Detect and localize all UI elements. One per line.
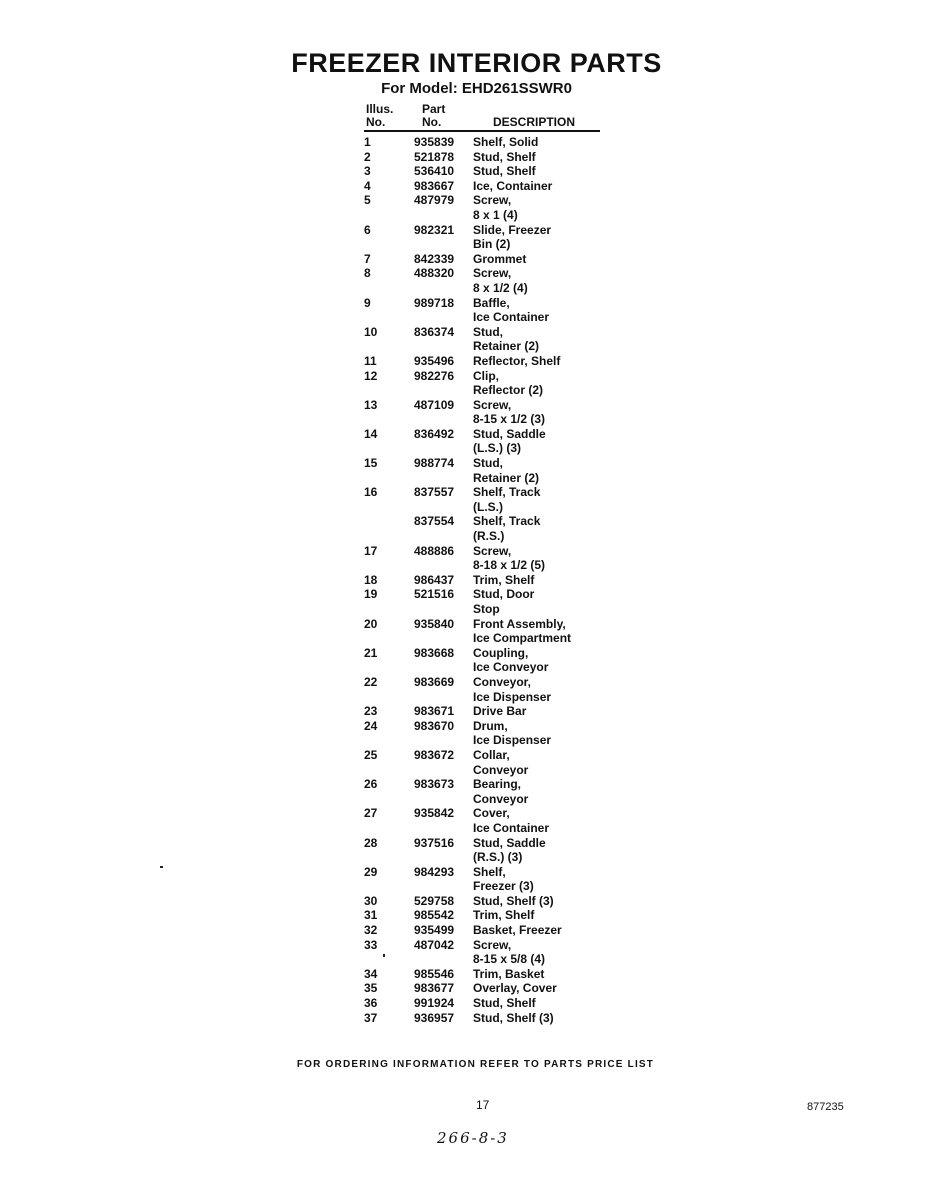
description-cell <box>473 296 613 325</box>
description-line: Baffle, <box>473 295 510 310</box>
description-cell <box>473 179 613 194</box>
description-cell <box>473 719 613 748</box>
description-line: Ice Conveyor <box>473 660 549 675</box>
model-line: For Model: EHD261SSWR0 <box>381 80 572 97</box>
description-cell <box>473 836 613 865</box>
part-no-cell: 937516 <box>414 835 455 850</box>
table-row <box>364 544 613 573</box>
description-line: Shelf, Track <box>473 514 541 529</box>
description-line: Trim, Shelf <box>473 908 535 923</box>
part-no-cell: 521878 <box>414 149 455 164</box>
description-cell <box>473 1011 613 1026</box>
part-no-cell: 935839 <box>414 135 455 149</box>
part-no-cell: 988774 <box>414 456 455 471</box>
part-no-cell: 837557 <box>414 485 455 500</box>
illus-no-cell: 18 <box>364 572 378 587</box>
description-cell <box>473 996 613 1011</box>
description-line: Stop <box>473 602 500 616</box>
illus-no-cell: 23 <box>364 704 378 719</box>
illus-no-cell: 32 <box>364 923 378 938</box>
part-no-cell: 837554 <box>414 514 455 529</box>
description-line: Cover, <box>473 806 510 821</box>
part-no-cell: 983671 <box>414 704 455 719</box>
description-cell <box>473 748 613 777</box>
header-illus-line2: No. <box>366 115 386 129</box>
description-line: Stud, Shelf <box>473 996 536 1011</box>
illus-no-cell: 15 <box>364 456 378 471</box>
illus-no-cell: 16 <box>364 485 378 500</box>
description-line: Bearing, <box>473 777 522 792</box>
table-row <box>364 252 613 267</box>
table-row <box>364 354 613 369</box>
part-no-cell: 935842 <box>414 806 455 821</box>
description-cell <box>473 573 613 588</box>
table-row <box>364 894 613 909</box>
description-line: Stud, <box>473 456 503 471</box>
description-line: Collar, <box>473 747 510 762</box>
part-no-cell: 983669 <box>414 674 455 689</box>
illus-no-cell: 1 <box>364 135 371 149</box>
table-row <box>364 296 613 325</box>
description-line: Stud, Saddle <box>473 426 546 441</box>
description-line: Ice Compartment <box>473 631 572 646</box>
description-line: Screw, <box>473 937 512 952</box>
description-cell <box>473 514 613 543</box>
table-row <box>364 427 613 456</box>
description-cell <box>473 806 613 835</box>
description-line: Screw, <box>473 543 512 558</box>
table-row <box>364 1011 613 1026</box>
description-cell <box>473 150 613 165</box>
illus-no-cell: 4 <box>364 178 371 193</box>
table-row <box>364 573 613 588</box>
description-cell <box>473 354 613 369</box>
page-number: 17 <box>476 1098 490 1112</box>
table-row <box>364 967 613 982</box>
illus-no-cell: 11 <box>364 353 377 368</box>
illus-no-cell: 22 <box>364 674 378 689</box>
description-line: Front Assembly, <box>473 616 566 631</box>
table-row <box>364 325 613 354</box>
illus-no-cell: 21 <box>364 645 378 660</box>
part-no-cell: 521516 <box>414 587 455 602</box>
description-cell <box>473 938 613 967</box>
table-row <box>364 938 613 967</box>
header-description: DESCRIPTION <box>493 115 576 129</box>
header-illus-no <box>366 103 393 129</box>
description-cell <box>473 908 613 923</box>
illus-no-cell: 33 <box>364 937 378 952</box>
description-cell <box>473 369 613 398</box>
description-line: Screw, <box>473 266 512 281</box>
table-row <box>364 587 613 616</box>
illus-no-cell: 12 <box>364 368 378 383</box>
description-cell <box>473 325 613 354</box>
table-row <box>364 266 613 295</box>
part-no-cell: 983672 <box>414 747 455 762</box>
header-part-line2: No. <box>422 115 442 129</box>
description-line: Overlay, Cover <box>473 981 557 996</box>
description-cell <box>473 485 613 514</box>
table-row <box>364 908 613 923</box>
description-line: Retainer (2) <box>473 470 540 485</box>
description-cell <box>473 646 613 675</box>
part-no-cell: 935496 <box>414 353 455 368</box>
table-row <box>364 923 613 938</box>
description-cell <box>473 398 613 427</box>
description-cell <box>473 704 613 719</box>
description-line: Conveyor <box>473 791 529 806</box>
illus-no-cell: 34 <box>364 966 378 981</box>
table-row <box>364 179 613 194</box>
table-row <box>364 646 613 675</box>
part-no-cell: 936957 <box>414 1010 455 1025</box>
illus-no-cell: 17 <box>364 543 378 558</box>
illus-no-cell: 7 <box>364 251 371 266</box>
description-line: Ice Dispenser <box>473 733 552 748</box>
table-row <box>364 806 613 835</box>
table-row <box>364 996 613 1011</box>
table-row <box>364 193 613 222</box>
part-no-cell: 836492 <box>414 426 455 441</box>
illus-no-cell: 35 <box>364 981 378 996</box>
illus-no-cell: 24 <box>364 718 378 733</box>
illus-no-cell: 8 <box>364 266 371 281</box>
header-part-line1: Part <box>422 102 446 116</box>
part-no-cell: 487979 <box>414 193 455 208</box>
scan-speck <box>383 954 385 957</box>
description-line: Shelf, Track <box>473 485 541 500</box>
illus-no-cell: 3 <box>364 164 371 179</box>
illus-no-cell: 30 <box>364 893 378 908</box>
table-row <box>364 865 613 894</box>
description-cell <box>473 967 613 982</box>
table-row <box>364 836 613 865</box>
description-cell <box>473 193 613 222</box>
illus-no-cell: 5 <box>364 193 371 208</box>
part-no-cell: 842339 <box>414 251 455 266</box>
handwritten-note: 266-8-3 <box>437 1129 509 1147</box>
description-cell <box>473 865 613 894</box>
table-row <box>364 369 613 398</box>
description-line: (L.S.) <box>473 499 503 514</box>
description-line: Shelf, <box>473 864 506 879</box>
description-line: (R.S.) (3) <box>473 850 523 865</box>
description-cell <box>473 587 613 616</box>
description-line: Conveyor, <box>473 674 532 689</box>
table-row <box>364 981 613 996</box>
header-part-no <box>422 103 445 129</box>
part-no-cell: 836374 <box>414 324 455 339</box>
part-no-cell: 983673 <box>414 777 455 792</box>
part-no-cell: 935840 <box>414 616 455 631</box>
part-no-cell: 986437 <box>414 572 455 587</box>
description-line: Stud, Shelf <box>473 164 536 179</box>
part-no-cell: 991924 <box>414 996 455 1011</box>
description-cell <box>473 252 613 267</box>
description-line: Bin (2) <box>473 237 511 252</box>
description-line: 8 x 1/2 (4) <box>473 280 528 295</box>
table-row <box>364 777 613 806</box>
illus-no-cell: 19 <box>364 587 378 602</box>
description-cell <box>473 427 613 456</box>
description-line: Stud, Shelf <box>473 149 536 164</box>
part-no-cell: 984293 <box>414 864 455 879</box>
illus-no-cell: 26 <box>364 777 378 792</box>
table-row <box>364 514 613 543</box>
description-line: Reflector, Shelf <box>473 353 561 368</box>
description-line: Freezer (3) <box>473 879 534 894</box>
table-row <box>364 617 613 646</box>
parts-table <box>364 135 613 1025</box>
description-line: Screw, <box>473 193 512 208</box>
description-cell <box>473 266 613 295</box>
part-no-cell: 536410 <box>414 164 455 179</box>
document-number: 877235 <box>807 1101 844 1113</box>
part-no-cell: 982276 <box>414 368 455 383</box>
part-no-cell: 983668 <box>414 645 455 660</box>
table-row <box>364 456 613 485</box>
part-no-cell: 488886 <box>414 543 455 558</box>
illus-no-cell: 9 <box>364 295 371 310</box>
illus-no-cell: 28 <box>364 835 378 850</box>
description-line: 8-18 x 1/2 (5) <box>473 558 546 573</box>
description-line: Reflector (2) <box>473 383 544 398</box>
description-line: Stud, Saddle <box>473 835 546 850</box>
part-no-cell: 983677 <box>414 981 455 996</box>
table-row <box>364 675 613 704</box>
table-row <box>364 704 613 719</box>
description-cell <box>473 777 613 806</box>
part-no-cell: 529758 <box>414 893 455 908</box>
description-line: Slide, Freezer <box>473 222 552 237</box>
description-cell <box>473 923 613 938</box>
description-cell <box>473 223 613 252</box>
illus-no-cell: 31 <box>364 908 378 923</box>
description-line: 8 x 1 (4) <box>473 207 518 222</box>
part-no-cell: 983667 <box>414 178 455 193</box>
illus-no-cell: 27 <box>364 806 378 821</box>
description-line: Drive Bar <box>473 704 527 719</box>
illus-no-cell: 20 <box>364 616 378 631</box>
table-row <box>364 748 613 777</box>
description-line: Shelf, Solid <box>473 135 539 149</box>
description-cell <box>473 135 613 150</box>
part-no-cell: 985546 <box>414 966 455 981</box>
description-cell <box>473 617 613 646</box>
description-line: Basket, Freezer <box>473 923 562 938</box>
table-row <box>364 135 613 150</box>
page-title: FREEZER INTERIOR PARTS <box>291 48 662 78</box>
part-no-cell: 983670 <box>414 718 455 733</box>
part-no-cell: 985542 <box>414 908 455 923</box>
description-line: (L.S.) (3) <box>473 441 521 456</box>
description-line: Screw, <box>473 397 512 412</box>
part-no-cell: 487109 <box>414 397 455 412</box>
illus-no-cell: 37 <box>364 1010 378 1025</box>
description-line: Trim, Shelf <box>473 572 535 587</box>
description-cell <box>473 894 613 909</box>
scan-speck <box>160 866 163 868</box>
description-cell <box>473 981 613 996</box>
table-row <box>364 398 613 427</box>
illus-no-cell: 6 <box>364 222 371 237</box>
table-row <box>364 485 613 514</box>
illus-no-cell: 10 <box>364 324 378 339</box>
description-line: Coupling, <box>473 645 529 660</box>
illus-no-cell: 25 <box>364 747 378 762</box>
header-illus-line1: Illus. <box>366 102 394 116</box>
part-no-cell: 935499 <box>414 923 455 938</box>
part-no-cell: 487042 <box>414 937 455 952</box>
part-no-cell: 488320 <box>414 266 455 281</box>
description-line: Clip, <box>473 368 499 383</box>
illus-no-cell: 29 <box>364 864 378 879</box>
header-rule <box>364 130 600 132</box>
illus-no-cell: 2 <box>364 149 371 164</box>
description-line: Grommet <box>473 251 527 266</box>
table-row <box>364 223 613 252</box>
description-line: 8-15 x 1/2 (3) <box>473 412 546 427</box>
illus-no-cell: 36 <box>364 996 378 1011</box>
description-line: 8-15 x 5/8 (4) <box>473 952 546 967</box>
description-line: (R.S.) <box>473 529 505 544</box>
description-line: Trim, Basket <box>473 966 545 981</box>
description-line: Stud, <box>473 324 503 339</box>
table-row <box>364 150 613 165</box>
description-line: Stud, Door <box>473 587 535 602</box>
description-cell <box>473 164 613 179</box>
description-cell <box>473 544 613 573</box>
description-line: Ice Container <box>473 310 550 325</box>
illus-no-cell: 13 <box>364 397 378 412</box>
table-row <box>364 164 613 179</box>
description-line: Stud, Shelf (3) <box>473 1010 554 1025</box>
description-line: Retainer (2) <box>473 339 540 354</box>
description-line: Ice Dispenser <box>473 689 552 704</box>
description-line: Ice, Container <box>473 178 553 193</box>
description-cell <box>473 675 613 704</box>
table-row <box>364 719 613 748</box>
description-line: Ice Container <box>473 820 550 835</box>
illus-no-cell: 14 <box>364 426 378 441</box>
part-no-cell: 982321 <box>414 222 455 237</box>
part-no-cell: 989718 <box>414 295 455 310</box>
description-line: Conveyor <box>473 762 529 777</box>
description-line: Drum, <box>473 718 508 733</box>
ordering-note: FOR ORDERING INFORMATION REFER TO PARTS PRICE LIST <box>296 1059 655 1070</box>
description-line: Stud, Shelf (3) <box>473 893 554 908</box>
description-cell <box>473 456 613 485</box>
